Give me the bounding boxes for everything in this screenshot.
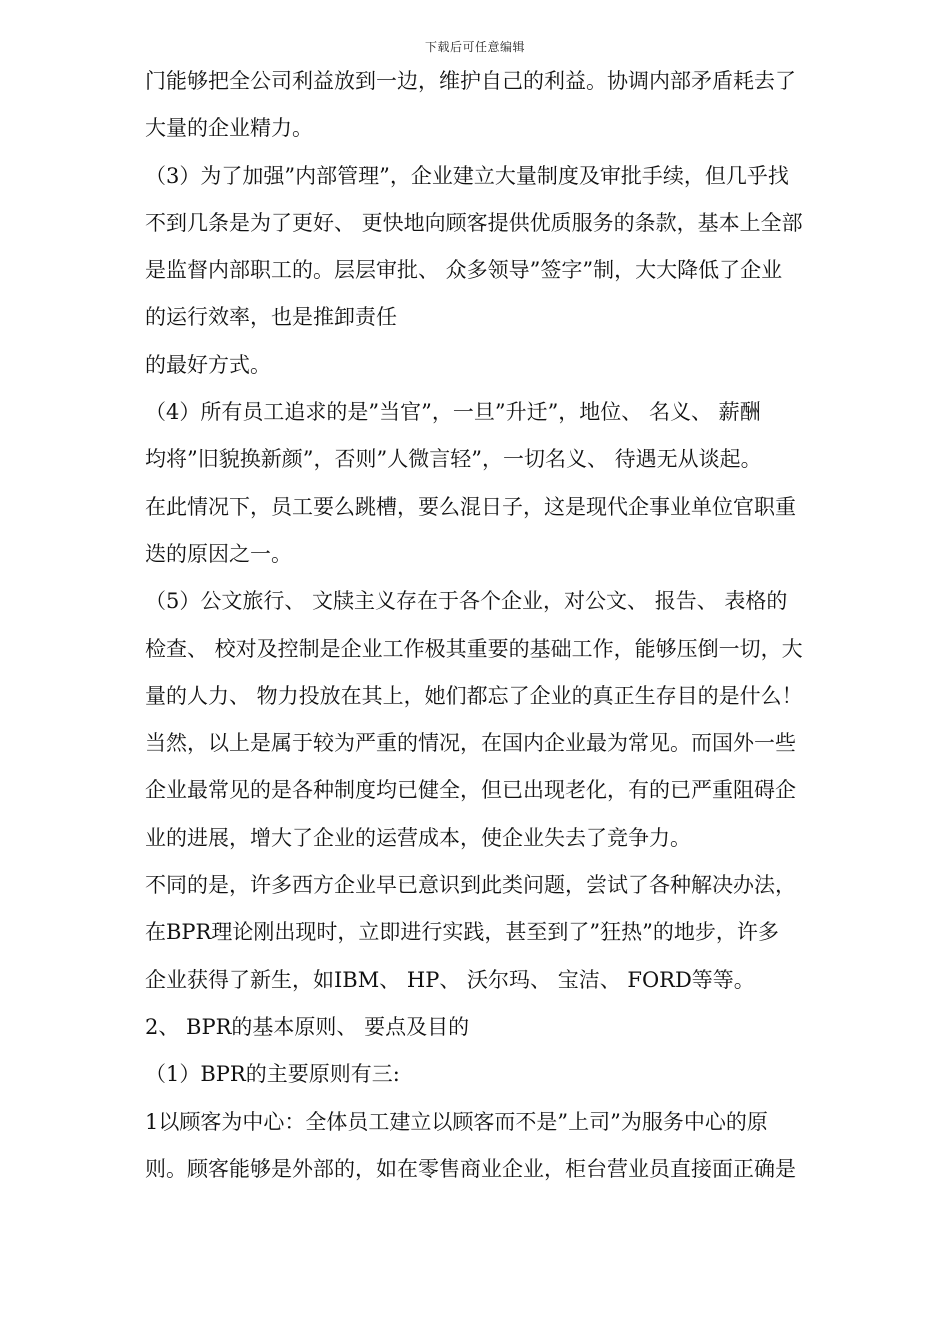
text-line: 企业获得了新生，如IBM、 HP、 沃尔玛、 宝洁、 FORD等等。 [145, 967, 755, 992]
text-line: （5）公文旅行、 文牍主义存在于各个企业，对公文、 报告、 表格的 [145, 589, 788, 614]
page-header-note: 下载后可任意编辑 [424, 40, 525, 54]
section-heading: 2、 BPR的基本原则、 要点及目的 [145, 1014, 470, 1039]
text-line: （4）所有员工追求的是”当官”，一旦”升迁”，地位、 名义、 薪酬 [145, 400, 761, 425]
text-line: 在此情况下，员工要么跳槽，要么混日子，这是现代企事业单位官职重 [145, 494, 796, 519]
text-line: 的最好方式。 [145, 352, 271, 377]
text-line: 业的进展，增大了企业的运营成本，使企业失去了竞争力。 [145, 825, 691, 850]
text-line: 当然，以上是属于较为严重的情况，在国内企业最为常见。而国外一些 [145, 731, 796, 756]
text-line: （1）BPR的主要原则有三: [145, 1062, 400, 1087]
text-line: 则。顾客能够是外部的，如在零售商业企业，柜台营业员直接面正确是 [145, 1156, 796, 1181]
text-line: （3）为了加强”内部管理”，企业建立大量制度及审批手续，但几乎找 [145, 163, 789, 188]
text-line: 检查、 校对及控制是企业工作极其重要的基础工作，能够压倒一切，大 [145, 636, 803, 661]
text-line: 在BPR理论刚出现时，立即进行实践，甚至到了”狂热”的地步，许多 [145, 920, 779, 945]
text-line: 是监督内部职工的。层层审批、 众多领导”签字”制，大大降低了企业 [145, 258, 783, 283]
text-line: 迭的原因之一。 [145, 541, 292, 566]
text-line: 不同的是，许多西方企业早已意识到此类问题，尝试了各种解决办法， [145, 873, 796, 898]
text-line: 均将”旧貌换新颜”，否则”人微言轻”，一切名义、 待遇无从谈起。 [145, 447, 762, 472]
text-line: 不到几条是为了更好、 更快地向顾客提供优质服务的条款，基本上全部 [145, 210, 803, 235]
document-body [145, 58, 880, 1193]
text-line: 大量的企业精力。 [145, 116, 313, 141]
text-line: 企业最常见的是各种制度均已健全，但已出现老化，有的已严重阻碍企 [145, 778, 796, 803]
text-line: 量的人力、 物力投放在其上，她们都忘了企业的真正生存目的是什么！ [145, 683, 803, 708]
text-line: 1以顾客为中心：全体员工建立以顾客而不是”上司”为服务中心的原 [145, 1109, 768, 1134]
text-line: 的运行效率，也是推卸责任 [145, 305, 397, 330]
text-line: 门能够把全公司利益放到一边，维护自己的利益。协调内部矛盾耗去了 [145, 69, 796, 93]
